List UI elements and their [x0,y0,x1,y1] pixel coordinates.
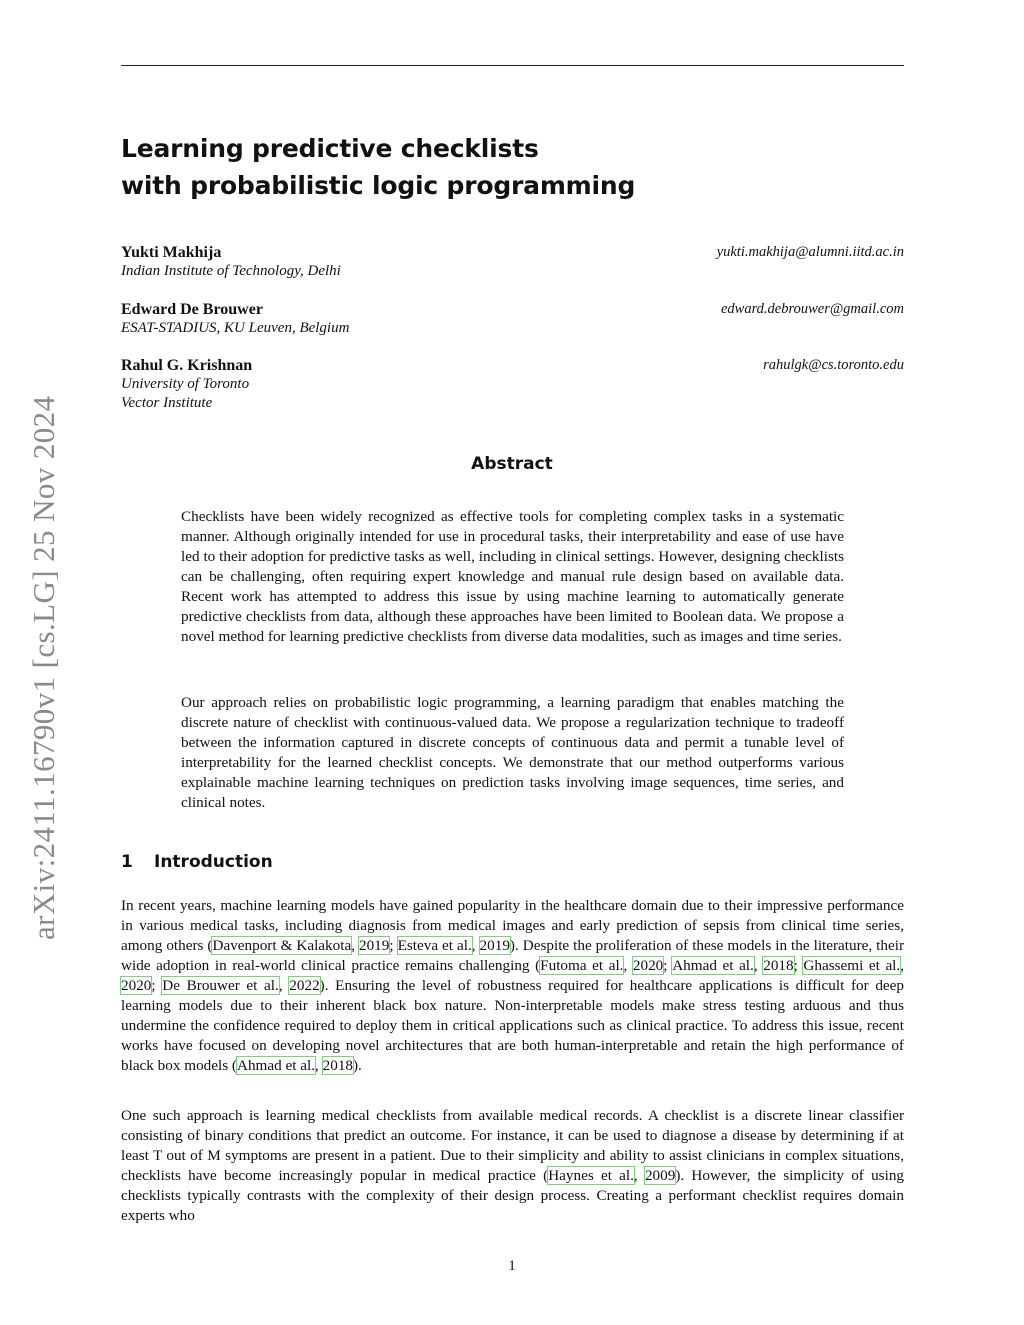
paper-title [121,130,821,204]
section-number: 1 [121,852,133,872]
author-email[interactable]: rahulgk@cs.toronto.edu [763,357,904,373]
body-text: , [623,957,633,974]
citation-link[interactable]: 2009 [644,1167,676,1184]
body-text: ; [389,937,398,954]
body-text: One such approach is learning medical checklists from available medical records. A checklist is a discrete linear classifier consisting of binary conditions that predict an outcome. For instance, it can be used to diagnose a disease by determining if at least T out of M symptoms are present in a patient. Due to their simplicity and ability to assist clinicians in complex situations, checklists have become increasingly popular in medical practice ( [121,1107,904,1184]
body-text: ). Despite the proliferation of these models in the literature, their wide adoption in real-world clinical practice remains challenging ( [121,937,905,974]
citation-link[interactable]: 2019 [358,937,390,954]
citation-link[interactable]: 2020 [121,977,152,994]
body-text: ; [793,957,804,974]
intro-paragraph-2 [121,1106,904,1226]
citation-link[interactable]: Davenport & Kalakota [212,937,352,954]
body-text: In recent years, machine learning models have gained popularity in the healthcare domain due to their impressive performance in various medical tasks, including diagnosis from medical images and early prediction of sepsis from clinical time series, among others ( [121,897,904,954]
body-text: ). However, the simplicity of using checklists typically contrasts with the complexity of their design process. Creating a performant checklist requires domain experts who [121,1167,905,1224]
author-block-3 [121,356,904,413]
section-title: Introduction [154,852,273,872]
page-number: 1 [508,1258,516,1274]
body-text: , [315,1057,323,1074]
citation-link[interactable]: De Brouwer et al. [162,977,279,994]
citation-link[interactable]: Haynes et al. [548,1167,634,1184]
citation-link[interactable]: 2020 [632,957,664,974]
citation-link[interactable]: Esteva et al. [397,937,472,954]
intro-paragraph-1 [121,896,904,1076]
citation-link[interactable]: Futoma et al. [540,957,624,974]
author-block-2 [121,300,904,338]
body-text: , [900,957,904,974]
body-text: , [278,977,290,994]
body-text: , [471,937,480,954]
author-affiliation: University of Toronto [121,376,250,392]
citation-link[interactable]: 2019 [479,937,510,954]
body-text: , [753,957,764,974]
citation-link[interactable]: 2022 [289,977,320,994]
author-affiliation: Vector Institute [121,395,213,411]
body-text: ; [151,977,163,994]
body-text: ). Ensuring the level of robustness required for healthcare applications is difficult for deep learning models due to their inherent black box nature. Non-interpretable models make stress testing arduous and thus undermine the confidence required to deploy them in critical applications such as clinical practice. To address this issue, recent works have focused on developing novel architectures that are both human-interpretable and retain the high performance of black box models ( [121,977,904,1074]
author-name: Edward De Brouwer [121,301,263,318]
citation-link[interactable]: Ghassemi et al. [803,957,901,974]
title-line-2: with probabilistic logic programming [121,171,636,200]
citation-link[interactable]: Ahmad et al. [672,957,754,974]
author-affiliation: Indian Institute of Technology, Delhi [121,263,341,279]
arxiv-stamp: arXiv:2411.16790v1 [cs.LG] 25 Nov 2024 [26,395,61,940]
author-name: Yukti Makhija [121,244,222,261]
author-name: Rahul G. Krishnan [121,357,253,374]
section-heading-introduction [121,852,273,872]
title-line-1: Learning predictive checklists [121,134,539,163]
abstract-heading: Abstract [471,454,553,474]
abstract-paragraph-2: Our approach relies on probabilistic logic programming, a learning paradigm that enables matching the discrete nature of checklist with continuous-valued data. We propose a regularization technique to tradeoff between the information captured in discrete concepts of continuous data and permit a tunable level of interpretability for the learned checklist concepts. We demonstrate that our method outperforms various explainable machine learning techniques on prediction tasks involving image sequences, time series, and clinical notes. [181,694,844,811]
body-text: , [633,1167,645,1184]
body-text: ). [353,1057,362,1074]
author-email[interactable]: edward.debrouwer@gmail.com [720,301,904,317]
author-affiliation: ESAT-STADIUS, KU Leuven, Belgium [121,320,350,336]
citation-link[interactable]: Ahmad et al. [237,1057,316,1074]
author-block-1 [121,243,904,281]
abstract-paragraph-1: Checklists have been widely recognized as effective tools for completing complex tasks in a systematic manner. Although originally intended for use in procedural tasks, their interpretability and ease of use have led to their adoption for predictive tasks as well, including in clinical settings. However, designing checklists can be challenging, often requiring expert knowledge and manual rule design based on available data. Recent work has attempted to address this issue by using machine learning to automatically generate predictive checklists from data, although these approaches have been limited to Boolean data. We propose a novel method for learning predictive checklists from diverse data modalities, such as images and time series. [181,508,844,645]
top-rule [121,65,904,66]
citation-link[interactable]: 2018 [763,957,794,974]
body-text: ; [663,957,673,974]
body-text: , [351,937,359,954]
citation-link[interactable]: 2018 [322,1057,353,1074]
author-email[interactable]: yukti.makhija@alumni.iitd.ac.in [716,244,904,260]
